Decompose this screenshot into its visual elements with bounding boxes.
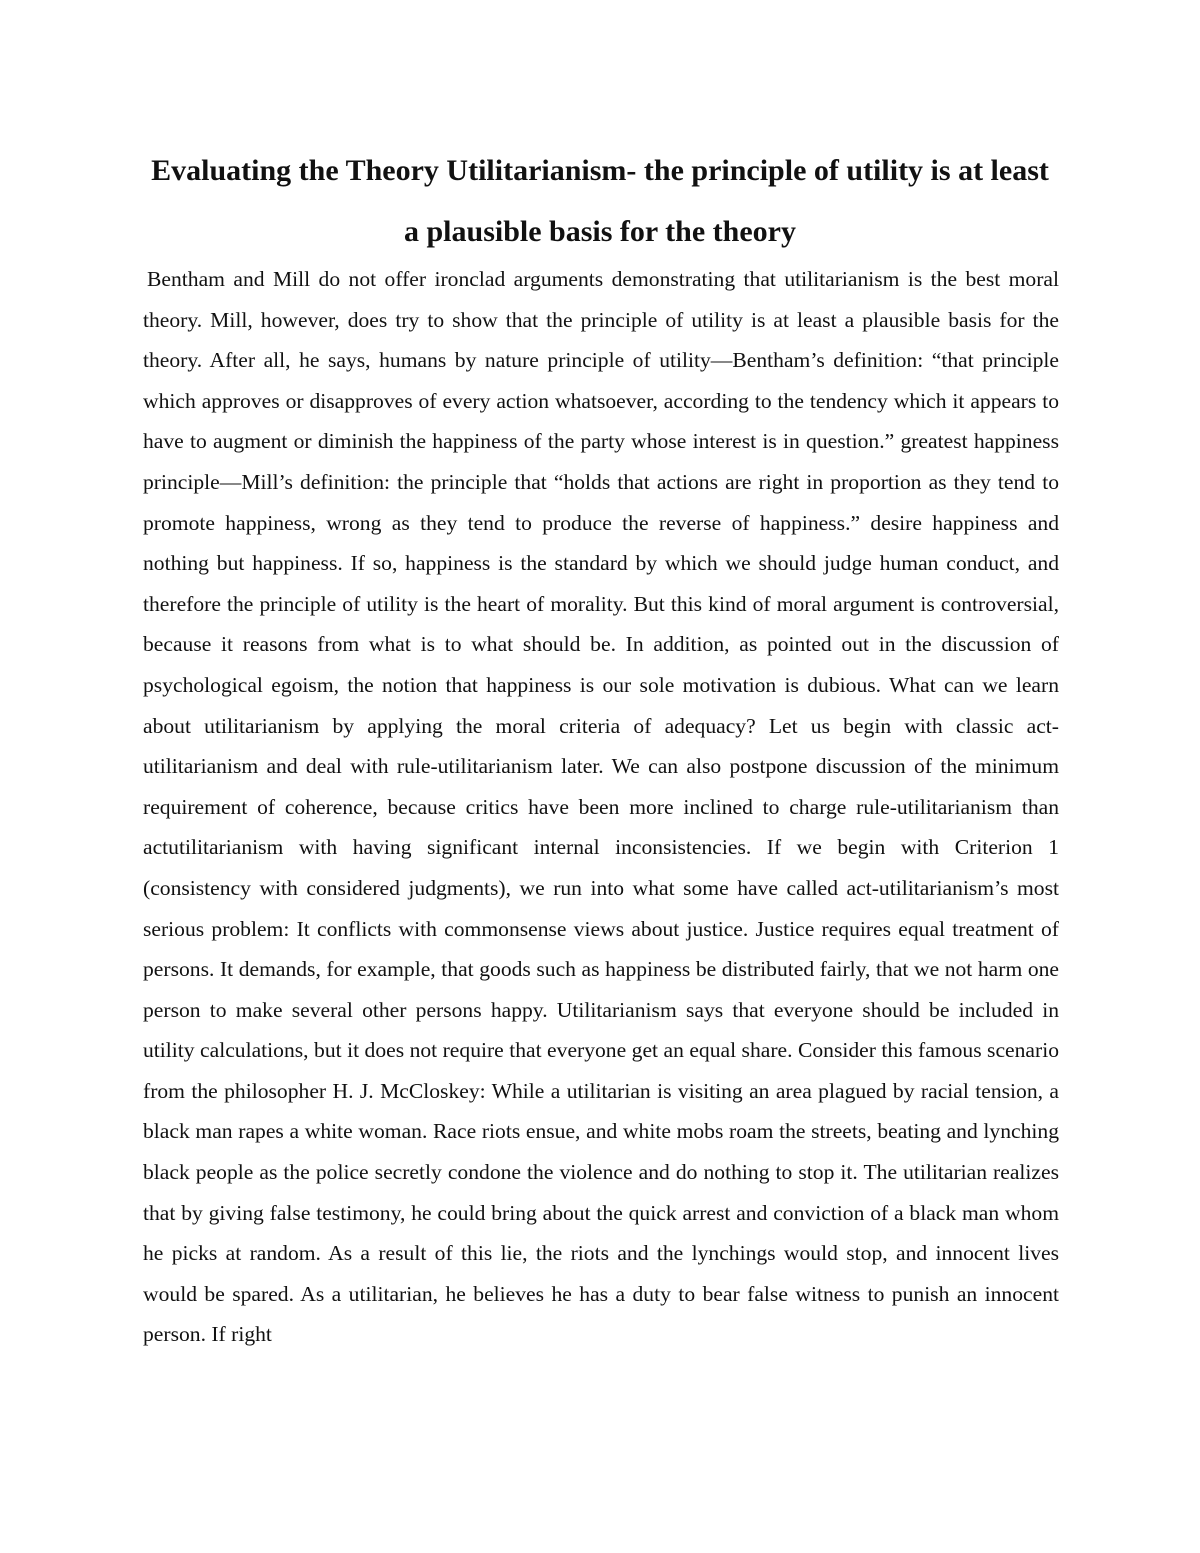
document-title: Evaluating the Theory Utilitarianism- the principle of utility is at least a plausible basis for the theory xyxy=(151,154,1049,248)
body-paragraph: Bentham and Mill do not offer ironclad arguments demonstrating that utilitarianism is the best moral theory. Mill, however, does try to show that the principle of utility is at least a plausible basis for the theory. After all, he says, humans by nature principle of utility—Bentham’s definition: “that principle which approves or disapproves of every action whatsoever, according to the tendency which it appears to have to augment or diminish the happiness of the party whose interest is in question.” greatest happiness principle—Mill’s definition: the principle that “holds that actions are right in proportion as they tend to promote happiness, wrong as they tend to produce the reverse of happiness.” desire happiness and nothing but happiness. If so, happiness is the standard by which we should judge human conduct, and therefore the principle of utility is the heart of morality. But this kind of moral argument is controversial, because it reasons from what is to what should be. In addition, as pointed out in the discussion of psychological egoism, the notion that happiness is our sole motivation is dubious. What can we learn about utilitarianism by applying the moral criteria of adequacy? Let us begin with classic act-utilitarianism and deal with rule-utilitarianism later. We can also postpone discussion of the minimum requirement of coherence, because critics have been more inclined to charge rule-utilitarianism than actutilitarianism with having significant internal inconsistencies. If we begin with Criterion 1 (consistency with considered judgments), we run into what some have called act-utilitarianism’s most serious problem: It conflicts with commonsense views about justice. Justice requires equal treatment of persons. It demands, for example, that goods such as happiness be distributed fairly, that we not harm one person to make several other persons happy. Utilitarianism says that everyone should be included in utility calculations, but it does not require that everyone get an equal share. Consider this famous scenario from the philosopher H. J. McCloskey: While a utilitarian is visiting an area plagued by racial tension, a black man rapes a white woman. Race riots ensue, and white mobs roam the streets, beating and lynching black people as the police secretly condone the violence and do nothing to stop it. The utilitarian realizes that by giving false testimony, he could bring about the quick arrest and conviction of a black man whom he picks at random. As a result of this lie, the riots and the lynchings would stop, and innocent lives would be spared. As a utilitarian, he believes he has a duty to bear false witness to punish an innocent person. If right xyxy=(143,267,1059,1347)
